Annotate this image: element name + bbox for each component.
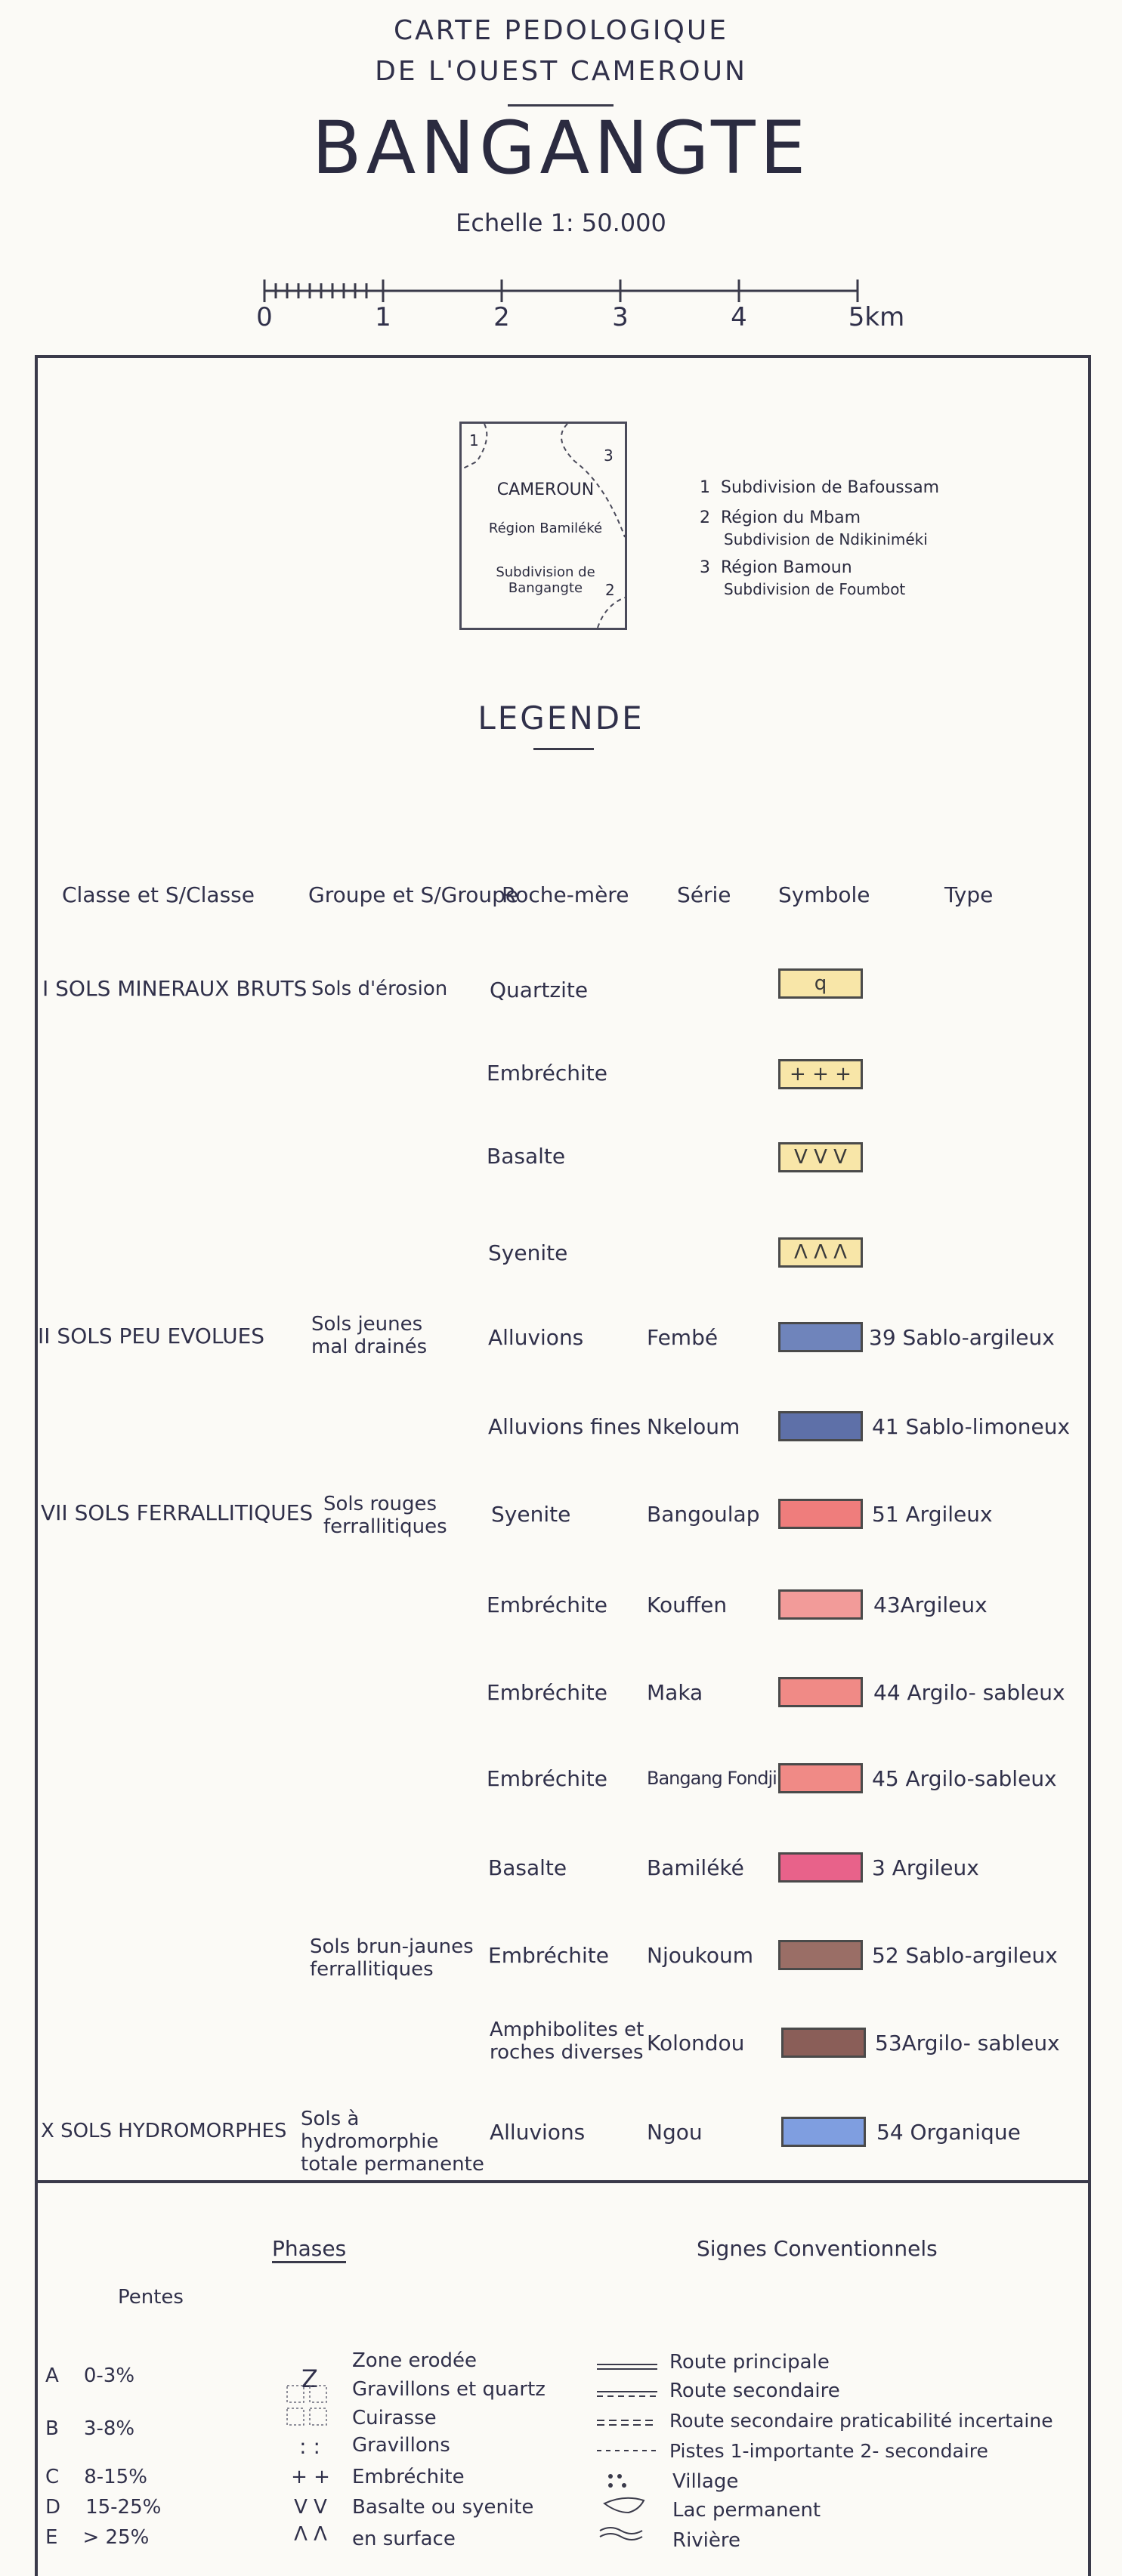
scale-bar <box>249 272 884 317</box>
legend-classe: VII SOLS FERRALLITIQUES <box>41 1500 314 1525</box>
legend-serie: Bangang Fondji <box>647 1768 777 1789</box>
phases-title: Phases <box>272 2236 346 2263</box>
legend-classe: I SOLS MINERAUX BRUTS <box>42 976 308 1001</box>
signe-label: Route secondaire praticabilité incertaine <box>669 2410 1053 2432</box>
pente-row: E > 25% <box>45 2526 150 2549</box>
gravillons-symbol: : : <box>299 2434 320 2459</box>
legend-serie: Bangoulap <box>647 1502 760 1527</box>
phase-label: en surface <box>352 2528 456 2550</box>
legend-type: 39 Sablo-argileux <box>869 1325 1055 1350</box>
legend-symbol-swatch <box>778 1852 863 1883</box>
scale-label-3: 3 <box>612 302 629 332</box>
scale-label-4: 4 <box>731 302 747 332</box>
signe-label: Route principale <box>669 2351 830 2374</box>
legend-serie: Bamiléké <box>647 1855 744 1880</box>
map-title: BANGANGTE <box>311 106 811 190</box>
legend-roche: Embréchite <box>487 1592 607 1617</box>
inset-note-1: 1 Subdivision de Bafoussam <box>700 478 940 497</box>
legend-type: 43Argileux <box>873 1592 988 1617</box>
inset-subdivision: Subdivision de Bangangte <box>496 564 595 596</box>
legend-roche: Syenite <box>491 1502 571 1527</box>
pente-row: B 3-8% <box>45 2417 135 2440</box>
legend-serie: Maka <box>647 1680 703 1705</box>
pente-row: A 0-3% <box>45 2364 135 2387</box>
col-header-symbole: Symbole <box>778 882 870 907</box>
legend-serie: Ngou <box>647 2120 703 2145</box>
legend-symbol-swatch: Λ Λ Λ <box>778 1237 863 1268</box>
signes-symbols <box>594 2351 662 2547</box>
map-subtitle-line1: CARTE PEDOLOGIQUE <box>394 15 728 46</box>
pente-row: C 8-15% <box>45 2466 147 2488</box>
signe-label: Lac permanent <box>672 2499 821 2522</box>
legend-type: 54 Organique <box>876 2120 1021 2145</box>
location-inset <box>459 422 627 630</box>
phase-label: Embréchite <box>352 2466 465 2488</box>
legend-symbol-swatch <box>778 1499 863 1529</box>
legend-roche: Alluvions <box>490 2120 586 2145</box>
legend-roche: Embréchite <box>487 1061 607 1086</box>
signe-label: Pistes 1-importante 2- secondaire <box>669 2440 988 2462</box>
scale-label-1: 1 <box>375 302 391 332</box>
basalte-symbol: V V <box>294 2496 327 2519</box>
legend-groupe: Sols à hydromorphie totale permanente <box>301 2108 484 2176</box>
legend-title-rule <box>533 748 594 750</box>
legend-type: 3 Argileux <box>872 1855 979 1880</box>
legend-groupe: Sols d'érosion <box>311 978 448 1000</box>
signes-title: Signes Conventionnels <box>697 2236 938 2261</box>
legend-type: 52 Sablo-argileux <box>872 1943 1058 1968</box>
inset-region: Région Bamiléké <box>488 520 603 536</box>
legend-roche: Alluvions fines <box>488 1414 641 1439</box>
signe-label: Rivière <box>672 2529 741 2552</box>
legend-roche: Amphibolites et roches diverses <box>490 2018 644 2064</box>
legend-symbol-swatch: q <box>778 968 863 999</box>
legend-roche: Embréchite <box>487 1680 607 1705</box>
scale-label-2: 2 <box>493 302 510 332</box>
map-scale-text: Echelle 1: 50.000 <box>456 208 666 237</box>
phase-label: Basalte ou syenite <box>352 2496 534 2519</box>
signe-label: Route secondaire <box>669 2380 840 2402</box>
phase-label: Cuirasse <box>352 2407 437 2429</box>
legend-serie: Kouffen <box>647 1592 728 1617</box>
legend-roche: Embréchite <box>488 1943 609 1968</box>
section-divider <box>35 2180 1091 2183</box>
inset-marker-1: 1 <box>469 431 479 449</box>
grid-symbol-icon <box>281 2380 334 2432</box>
legend-symbol-swatch <box>778 1411 863 1441</box>
legend-classe: II SOLS PEU EVOLUES <box>38 1324 265 1348</box>
inset-note-3: 3 Région Bamoun Subdivision de Foumbot <box>700 558 906 598</box>
legend-symbol-swatch <box>778 1322 863 1352</box>
legend-serie: Kolondou <box>647 2031 745 2056</box>
embrechite-symbol: + + <box>291 2466 330 2488</box>
legend-symbol-swatch <box>778 1940 863 1970</box>
scale-label-5: 5km <box>848 302 905 332</box>
legend-symbol-swatch: V V V <box>778 1142 863 1172</box>
col-header-classe: Classe et S/Classe <box>62 882 255 907</box>
legend-symbol-swatch <box>781 2117 866 2147</box>
col-header-serie: Série <box>677 882 731 907</box>
signe-label: Village <box>672 2470 739 2493</box>
zone-erodee-symbol: Z <box>301 2364 318 2393</box>
legend-type: 45 Argilo-sableux <box>872 1766 1057 1791</box>
pentes-title: Pentes <box>118 2286 184 2309</box>
inset-marker-2: 2 <box>605 581 615 599</box>
scale-label-0: 0 <box>256 302 273 332</box>
legend-groupe: Sols brun-jaunes ferrallitiques <box>310 1935 474 1981</box>
legend-roche: Basalte <box>487 1144 566 1169</box>
col-header-type: Type <box>944 882 994 907</box>
legend-serie: Nkeloum <box>647 1414 740 1439</box>
syenite-symbol: Λ Λ <box>294 2523 327 2546</box>
legend-type: 44 Argilo- sableux <box>873 1680 1065 1705</box>
col-header-groupe: Groupe et S/Groupe <box>308 882 519 907</box>
legend-serie: Njoukoum <box>647 1943 753 1968</box>
legend-roche: Quartzite <box>490 978 589 1002</box>
legend-symbol-swatch <box>781 2028 866 2058</box>
legend-type: 41 Sablo-limoneux <box>872 1414 1071 1439</box>
legend-symbol-swatch: + + + <box>778 1059 863 1089</box>
inset-marker-3: 3 <box>604 446 614 465</box>
legend-roche: Embréchite <box>487 1766 607 1791</box>
map-subtitle-line2: DE L'OUEST CAMEROUN <box>375 56 747 87</box>
legend-roche: Basalte <box>488 1855 567 1880</box>
legend-type: 53Argilo- sableux <box>875 2031 1060 2056</box>
legend-classe: X SOLS HYDROMORPHES <box>41 2120 287 2142</box>
inset-country: CAMEROUN <box>496 480 595 499</box>
legend-title: LEGENDE <box>478 700 644 737</box>
legend-type: 51 Argileux <box>872 1502 993 1527</box>
col-header-roche: Roche-mère <box>502 882 629 907</box>
inset-note-2: 2 Région du Mbam Subdivision de Ndikiniméki <box>700 508 928 548</box>
legend-symbol-swatch <box>778 1677 863 1707</box>
legend-groupe: Sols jeunes mal drainés <box>311 1313 428 1358</box>
legend-symbol-swatch <box>778 1589 863 1620</box>
phase-label: Gravillons et quartz <box>352 2378 546 2401</box>
legend-symbol-swatch <box>778 1763 863 1793</box>
phase-label: Zone erodée <box>352 2349 477 2372</box>
legend-roche: Alluvions <box>488 1325 584 1350</box>
legend-roche: Syenite <box>488 1240 568 1265</box>
legend-serie: Fembé <box>647 1325 719 1350</box>
legend-groupe: Sols rouges ferrallitiques <box>323 1493 447 1538</box>
pente-row: D 15-25% <box>45 2496 162 2519</box>
phase-label: Gravillons <box>352 2434 450 2457</box>
